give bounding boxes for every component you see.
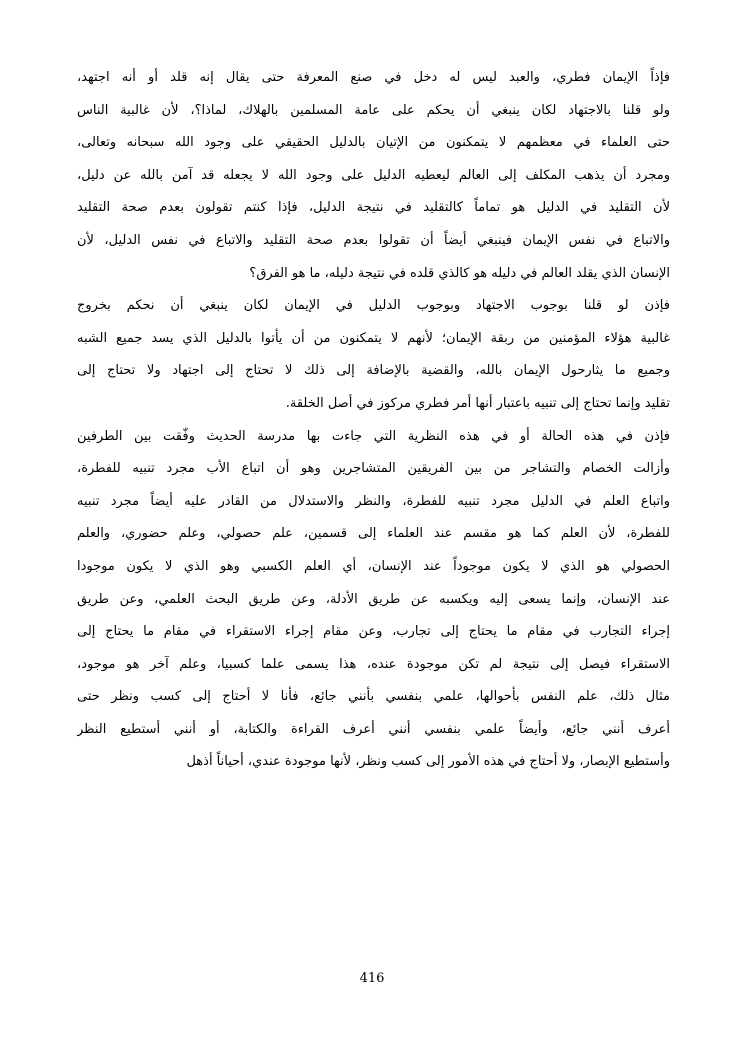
text-line: لأن التقليد في الدليل هو تماماً كالتقليد في نتيجة الدليل، فإذا كنتم تقولون بعدم صحة التقليد [77,200,670,216]
paragraph [77,62,670,290]
body-text [77,62,670,779]
text-line: واتباع العلم في الدليل مجرد تنبيه للفطرة، والنظر والاستدلال من القادر عليه أيضاً مجرد تنبيه [77,493,670,509]
text-line: تقليد وإنما تحتاج إلى تنبيه باعتبار أنها أمر فطري مركوز في أصل الخلقة. [285,395,670,411]
text-line: ولو قلنا بالاجتهاد لكان ينبغي أن يحكم على عامة المسلمين بالهلاك، لماذا؟، لأن غالبية الناس [77,102,670,118]
text-line: فإذاً الإيمان فطري، والعبد ليس له دخل في صنع المعرفة حتى يقال إنه قلد أو أنه اجتهد، [77,70,670,85]
text-line: والاتباع في نفس الإيمان فينبغي أيضاً أن تقولوا بعدم صحة التقليد والاتباع في نفس الدليل، لأن [77,232,670,248]
page-number: 416 [359,971,385,986]
paragraph [77,290,670,420]
text-line: غالبية هؤلاء المؤمنين من ربقة الإيمان؛ لأنهم لا يتمكنون من أن يأتوا بالدليل الذي يسد جميع الشبه [77,330,670,346]
text-line: ومجرد أن يذهب المكلف إلى العالم ليعطيه الدليل على وجود الله لا يجعله قد آمن بالله عن دليل، [77,167,670,183]
text-line: وأستطيع الإبصار، ولا أحتاج في هذه الأمور إلى كسب ونظر، لأنها موجودة عندي، أحياناً أذهل [186,754,670,770]
paragraph [77,421,670,780]
text-line: حتى العلماء في معظمهم لا يتمكنون من الإتيان بالدليل الحقيقي على وجود الله سبحانه وتعالى، [77,135,670,151]
text-line: مثال ذلك، علم النفس بأحوالها، علمي بنفسي بأنني جائع، فأنا لا أحتاج إلى كسب ونظر حتى [77,689,670,705]
text-line: عند الإنسان، وإنما يسعى إليه ويكسبه عن طريق الأدلة، وعن طريق البحث العلمي، وعن طريق [77,591,670,607]
text-line: الاستقراء فيصل إلى نتيجة لم تكن موجودة عنده، هذا يسمى علما كسبيا، وعلم آخر هو موجود، [77,656,670,672]
text-line: للفطرة، لأن العلم كما هو مقسم عند العلماء إلى قسمين، علم حصولي، وعلم حضوري، والعلم [77,526,670,542]
text-line: أعرف أنني جائع، وأيضاً علمي بنفسي أنني أعرف القراءة والكتابة، أو أنني أستطيع النظر [77,721,670,737]
text-line: وأزالت الخصام والتشاجر من بين الفريقين المتشاجرين وهو أن اتباع الأب مجرد تنبيه للفطرة، [77,461,670,477]
text-line: الإنسان الذي يقلد العالم في دليله هو كالذي قلده في نتيجة دليله، ما هو الفرق؟ [249,265,670,281]
text-line: وجميع ما يثارحول الإيمان بالله، والقضية بالإضافة إلى ذلك لا تحتاج إلى اجتهاد ولا تحتاج إلى [77,363,670,379]
text-line: إجراء التجارب في مقام ما يحتاج إلى تجارب، وعن مقام إجراء الاستقراء في مقام ما يحتاج إلى [77,624,670,640]
text-line: فإذن في هذه الحالة أو في هذه النظرية التي جاءت بها مدرسة الحديث وفّقت بين الطرفين [77,428,670,444]
text-line: فإذن لو قلنا بوجوب الاجتهاد وبوجوب الدليل في الإيمان لكان ينبغي أن نحكم بخروج [77,298,670,314]
text-line: الحصولي هو الذي لا يكون موجوداً عند الإنسان، أي العلم الكسبي وهو الذي لا يكون موجودا [77,558,670,574]
